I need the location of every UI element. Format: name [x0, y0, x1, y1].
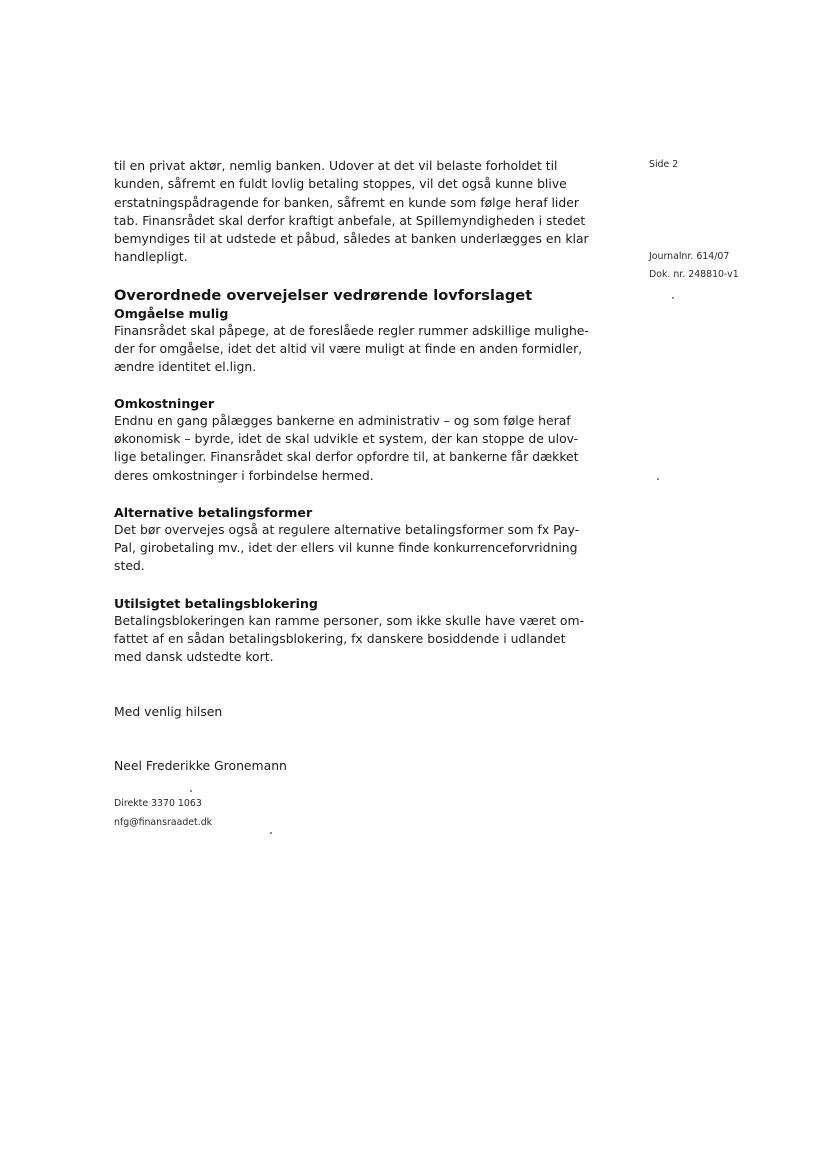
paragraph-line: ændre identitet el.lign. — [114, 359, 257, 375]
journal-number: Journalnr. 614/07 — [649, 251, 730, 262]
paragraph-line: kunden, såfremt en fuldt lovlig betaling stoppes, vil det også kunne blive — [114, 176, 567, 192]
scan-speck — [672, 297, 674, 299]
scan-speck — [657, 478, 659, 480]
paragraph-line: tab. Finansrådet skal derfor kraftigt anbefale, at Spillemyndigheden i stedet — [114, 212, 586, 228]
document-number: Dok. nr. 248810-v1 — [649, 269, 739, 280]
section-heading-utilsigtet: Utilsigtet betalingsblokering — [114, 595, 318, 611]
email-address: nfg@finansraadet.dk — [114, 817, 213, 829]
section-heading-alternative: Alternative betalingsformer — [114, 504, 313, 520]
intro-paragraph — [114, 157, 614, 267]
paragraph-line: deres omkostninger i forbindelse hermed. — [114, 467, 374, 483]
section-paragraph-utilsigtet — [114, 612, 614, 667]
paragraph-line: der for omgåelse, idet det altid vil være muligt at finde en anden formidler, — [114, 341, 583, 357]
section-paragraph-omkostninger — [114, 412, 614, 485]
paragraph-line: Finansrådet skal påpege, at de foreslåede regler rummer adskillige mulighe- — [114, 322, 589, 338]
letter-body — [114, 157, 614, 832]
paragraph-line: til en privat aktør, nemlig banken. Udover at det vil belaste forholdet til — [114, 158, 558, 173]
direct-phone: Direkte 3370 1063 — [114, 798, 202, 810]
scan-speck — [270, 832, 272, 834]
paragraph-line: handlepligt. — [114, 249, 188, 265]
paragraph-line: økonomisk – byrde, idet de skal udvikle et system, der kan stoppe de ulov- — [114, 430, 579, 446]
paragraph-line: bemyndiges til at udstede et påbud, således at banken underlægges en klar — [114, 231, 589, 247]
page-number: Side 2 — [649, 159, 679, 170]
section-heading-omkostninger: Omkostninger — [114, 395, 215, 411]
section-paragraph-omgaaelse — [114, 322, 614, 377]
paragraph-line: Pal, girobetaling mv., idet der ellers vil kunne finde konkurrenceforvridning — [114, 540, 578, 556]
main-section-heading: Overordnede overvejelser vedrørende lovforslaget — [114, 286, 533, 304]
scan-speck — [190, 790, 192, 792]
paragraph-line: sted. — [114, 558, 145, 574]
section-heading-omgaaelse: Omgåelse mulig — [114, 305, 229, 321]
paragraph-line: erstatningspådragende for banken, såfremt en kunde som følge heraf lider — [114, 194, 579, 210]
paragraph-line: med dansk udstedte kort. — [114, 649, 274, 665]
paragraph-line: Det bør overvejes også at regulere alternative betalingsformer som fx Pay- — [114, 521, 580, 537]
paragraph-line: Betalingsblokeringen kan ramme personer, som ikke skulle have været om- — [114, 612, 585, 628]
paragraph-line: lige betalinger. Finansrådet skal derfor opfordre til, at bankerne får dækket — [114, 449, 579, 465]
closing-greeting: Med venlig hilsen — [114, 703, 223, 719]
paragraph-line: fattet af en sådan betalingsblokering, fx danskere bosiddende i udlandet — [114, 631, 566, 647]
section-paragraph-alternative — [114, 521, 614, 576]
signatory-name: Neel Frederikke Gronemann — [114, 757, 287, 773]
paragraph-line: Endnu en gang pålægges bankerne en administrativ – og som følge heraf — [114, 412, 571, 428]
